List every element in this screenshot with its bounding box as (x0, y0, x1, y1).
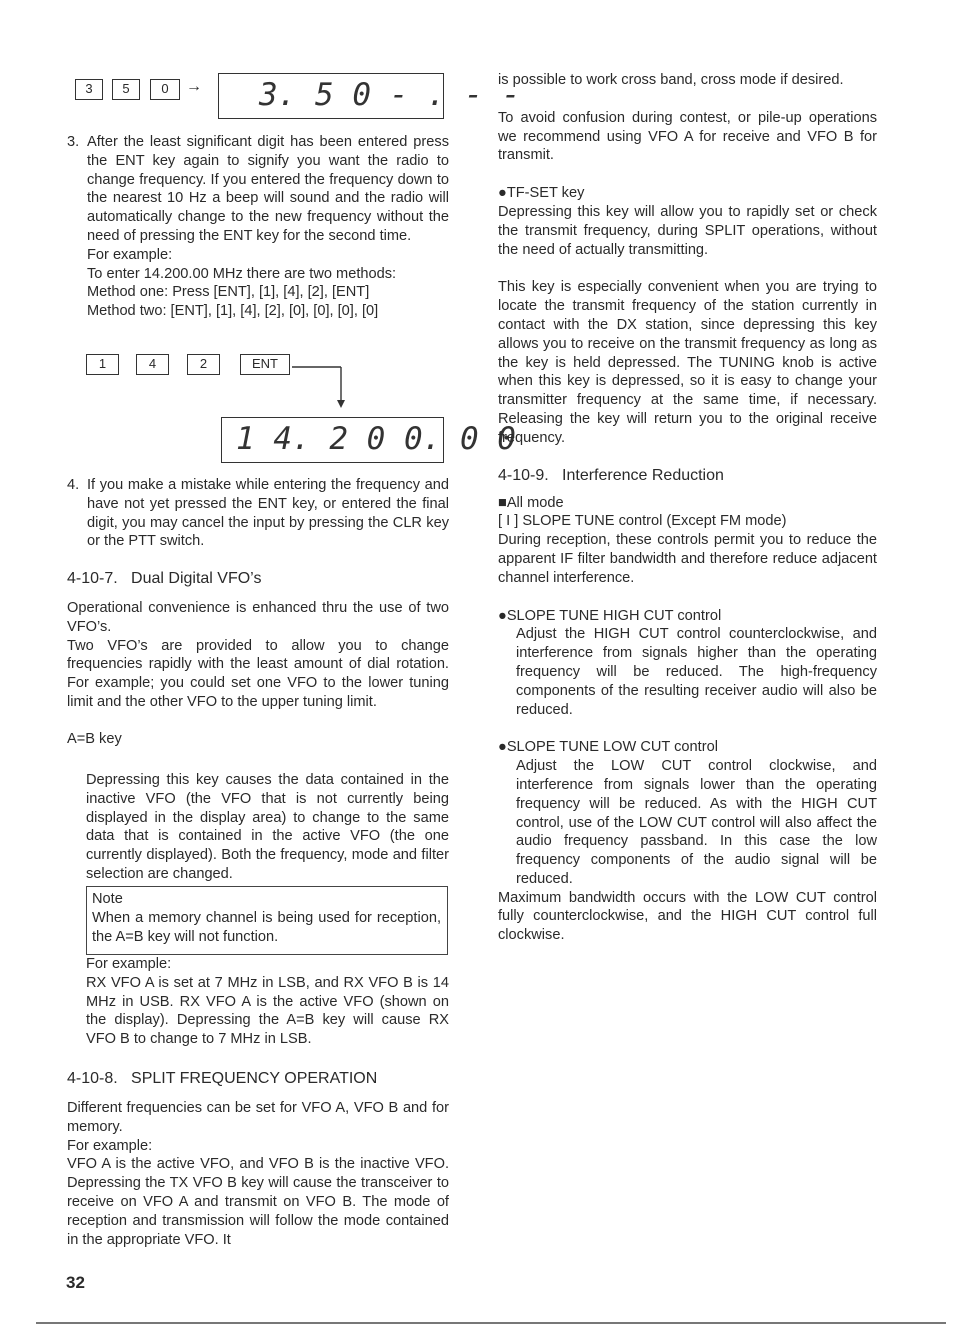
item3-example-intro: To enter 14.200.00 MHz there are two methods: (87, 265, 397, 282)
item3-method-two: Method two: [ENT], [1], [4], [2], [0], [0], [0], [0] (87, 303, 379, 320)
maximum-bandwidth-text: Maximum bandwidth occurs with the LOW CUT control fully counterclockwise, and the HIGH CUT control full clockwise. (498, 889, 877, 944)
low-cut-label: ●SLOPE TUNE LOW CUT control (498, 739, 718, 756)
all-mode-label: ■All mode (498, 494, 564, 511)
item3-method-one: Method one: Press [ENT], [1], [4], [2], [ENT] (87, 284, 370, 301)
heading-4-10-8: 4-10-8. SPLIT FREQUENCY OPERATION (67, 1070, 378, 1087)
key-2: 2 (187, 354, 220, 375)
note-text: When a memory channel is being used for reception, the A=B key will not function. (92, 909, 441, 945)
vfo-intro: Operational convenience is enhanced thru the use of two VFO’s. (67, 600, 449, 635)
ab-key-text: Depressing this key causes the data contained in the inactive VFO (the VFO that is not currently being displayed in the display area) to change to the same data that is contained in the active VFO (the one currently displayed). Both the frequency, mode and filter selection are changed. (86, 772, 449, 882)
tfset-label: ●TF-SET key (498, 185, 585, 202)
key-4: 4 (136, 354, 169, 375)
enter-arrow-icon (290, 356, 350, 412)
key-5: 5 (112, 79, 140, 100)
split-paragraph: VFO A is the active VFO, and VFO B is the inactive VFO. Depressing the TX VFO B key will cause the transceiver to receive on VFO A and transmit on VFO B. The mode of reception and transmission will follow the mode contained in the appropriate VFO. It (67, 1156, 449, 1248)
heading-4-10-7: 4-10-7. Dual Digital VFO’s (67, 570, 262, 587)
avoid-confusion-text: To avoid confusion during contest, or pile-up operations we recommend using VFO A for receive and VFO B for transmit. (498, 109, 877, 164)
note-title: Note (92, 891, 123, 907)
slope-tune-control: [ I ] SLOPE TUNE control (Except FM mode) (498, 513, 787, 530)
key-1: 1 (86, 354, 119, 375)
item4-text: If you make a mistake while entering the frequency and have not yet pressed the ENT key, or entered the final digit, you may cancel the input by pressing the CLR key or the PTT switch. (87, 477, 449, 550)
cross-band-text: is possible to work cross band, cross mode if desired. (498, 72, 844, 88)
ab-key-label: A=B key (67, 730, 122, 747)
list-number-4: 4. (67, 477, 80, 493)
ab-example-label: For example: (86, 956, 172, 972)
tfset-convenient-text: This key is especially convenient when you are trying to locate the transmit frequency of the station currently in contact with the DX station, since depressing this key allows you to receive on the transmit frequency as long as the key is held depressed. The TUNING knob is active when this key is depressed, so it is easy to change your transmitter frequency at the same time, if necessary. Releasing the key will return you to the original receive frequency. (498, 279, 877, 446)
frequency-display-1: 3. 5 0 - . - - (218, 73, 444, 119)
list-number-3: 3. (67, 134, 80, 150)
key-ent: ENT (240, 354, 290, 375)
interference-intro: During reception, these controls permit you to reduce the apparent IF filter bandwidth and therefore reduce adjacent channel interference. (498, 532, 877, 586)
item3-text: After the least significant digit has been entered press the ENT key again to signify you want the radio to change frequency. If you entered the frequency down to the nearest 10 Hz a beep will sound and the radio will automatically change to the new frequency without the need of pressing the ENT key for the second time. (87, 134, 449, 244)
page-number: 32 (66, 1273, 85, 1292)
heading-4-10-9: 4-10-9. Interference Reduction (498, 466, 724, 484)
arrow-right-icon: → (186, 78, 202, 95)
page-bottom-rule (36, 1322, 946, 1324)
item3-example-label: For example: (87, 246, 173, 263)
frequency-display-2: 1 4. 2 0 0. 0 0 (221, 417, 444, 463)
low-cut-text: Adjust the LOW CUT control clockwise, and interference from signals lower than the operating frequency will be reduced. As with the HIGH CUT control, use of the LOW CUT control will also affect the audio frequency passband. In this case the low frequency components of the audio signal will be reduced. (516, 758, 877, 887)
key-0: 0 (150, 79, 180, 100)
split-example-label: For example: (67, 1137, 153, 1154)
high-cut-label: ●SLOPE TUNE HIGH CUT control (498, 607, 722, 624)
note-box (86, 886, 448, 955)
tfset-text: Depressing this key will allow you to rapidly set or check the transmit frequency, during SPLIT operations, without the need of actually transmitting. (498, 203, 877, 258)
vfo-paragraph: Two VFO’s are provided to allow you to change frequencies rapidly with the least amount of dial rotation. For example; you could set one VFO to the lower tuning limit and the other VFO to the upper tuning limit. (67, 637, 449, 710)
split-intro: Different frequencies can be set for VFO A, VFO B and for memory. (67, 1100, 449, 1135)
ab-example-text: RX VFO A is set at 7 MHz in LSB, and RX VFO B is 14 MHz in USB. RX VFO A is the active VFO (shown on the display). Depressing the A=B key will cause RX VFO B to change to 7 MHz in LSB. (86, 974, 449, 1048)
high-cut-text: Adjust the HIGH CUT control counterclockwise, and interference from signals higher than the operating frequency will be reduced. The high-frequency components of the resulting receiver audio will also be reduced. (516, 626, 877, 718)
key-3: 3 (75, 79, 103, 100)
